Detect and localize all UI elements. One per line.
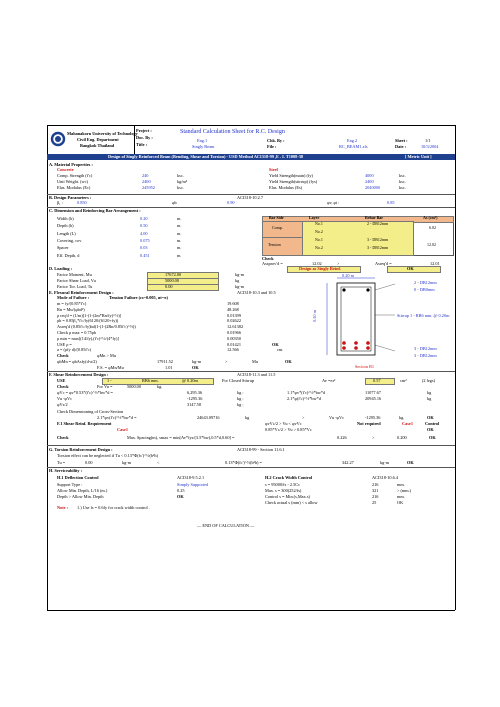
- shear-limit-unit: kg: [427, 390, 432, 395]
- fs-value: 1.01: [165, 365, 173, 370]
- params-ref: ACI318-10.2.7: [237, 195, 264, 200]
- rebar-bar-4: 3 - DB12mm: [367, 245, 389, 250]
- section-g-title: G. Torsion Reinforcement Design :: [49, 447, 113, 452]
- mn-formula: φbMn = φbAsfy(d-a/2): [57, 359, 97, 364]
- dim-cross-section-check: Check Dimensioning of Cross-Section: [57, 409, 124, 414]
- deflection-label: Depth > Allow Min. Depth: [57, 494, 104, 499]
- smax-value: 0.226: [337, 435, 347, 440]
- material-label: Elas. Modulus (Ec): [57, 185, 91, 190]
- flexure-value: 12.61382: [227, 324, 244, 330]
- callout-top-bars-2: 0 - DB0mm: [414, 287, 435, 292]
- section-h-title: H. Serviceability :: [49, 468, 83, 473]
- rebar-head-bar: Rebar Bar: [365, 215, 384, 220]
- shear-check-label: Check: [57, 384, 69, 389]
- shear-req-control: Control: [425, 421, 440, 426]
- shear-value: -1295.36: [187, 396, 203, 401]
- rebar-head-as: As (cm²): [423, 215, 438, 220]
- flexure-value: 12.566: [227, 347, 239, 353]
- university-seal-icon: [50, 131, 66, 147]
- dim-gt: >: [302, 415, 305, 420]
- steel-label-row: Yield Strength(stirrup) (fys): [269, 179, 318, 184]
- dimension-value: 0.20: [140, 216, 148, 221]
- case-label: Case1: [117, 427, 128, 432]
- dim-vs: Vu -φVc: [329, 415, 344, 420]
- check-by-value: Eng.2: [347, 138, 358, 143]
- rebar-bar-1: 2 - DB12mm: [367, 221, 389, 226]
- mn-check-label: Check: [57, 353, 69, 358]
- torsion-rule: Torsion effect can be neglected if Tu < 0.13*Φ(fc')^½(b²h): [57, 453, 158, 458]
- mn-check-cond: φMn > Mu: [97, 353, 116, 358]
- material-value: 240: [142, 173, 149, 178]
- load-unit: kg-m: [235, 284, 245, 289]
- dimension-unit: m.: [177, 237, 182, 243]
- flexure-label: Check ρ max = 0.75ρb: [57, 330, 97, 335]
- mn-mu: Mu: [252, 359, 258, 364]
- concrete-label: Concrete: [57, 167, 74, 172]
- use-label: USE: [57, 378, 66, 383]
- section-e-title: E. Flexural Reinforcement Design :: [49, 290, 114, 295]
- banner-title: Design of Singly Reinforced Beam (Bending, Shear and Torsion) - USD Method ACI318-99 ,E . I. T1008-38: [108, 154, 304, 159]
- header-divider: [134, 125, 135, 154]
- dimension-unit: m.: [177, 216, 182, 221]
- steel-value: 2400: [365, 179, 374, 184]
- rebar-layer-4: No.2: [315, 245, 323, 250]
- shear-req-case: Case1: [402, 421, 413, 426]
- dimension-label: Width (b): [57, 216, 74, 221]
- project-label: Project :: [136, 128, 152, 133]
- shear-value: 3147.58: [187, 402, 201, 407]
- dimension-value: 0.075: [140, 237, 150, 243]
- department-name: Civil Eng. Department: [77, 137, 119, 142]
- crack-value: 25: [372, 500, 377, 505]
- note-text: 1.) Use fs = 0.6fy for crack width control .: [77, 505, 150, 510]
- dimension-value: 0.50: [140, 223, 148, 229]
- av-unit: cm²: [400, 378, 407, 383]
- rebar-layer-1: No.1: [315, 221, 323, 226]
- flexure-label: ρ min = max[(14/fy),(f'c)^½/(4*fy)]: [57, 335, 119, 341]
- dimension-unit: m.: [177, 230, 182, 236]
- tu-limit-unit: kg-m: [380, 460, 390, 465]
- shear-limit-formula: 2.1*φ(f'c)^½*bw*d: [287, 396, 321, 401]
- mn-unit: kg-m: [192, 359, 202, 364]
- section-d-title: D. Loading :: [49, 266, 73, 271]
- dim-unit: kg: [245, 415, 250, 420]
- right-border: [455, 125, 456, 610]
- failure-mode-value: Tension Failure (εs=0.005, αt=π): [109, 295, 168, 300]
- beta1-value: 0.850: [77, 200, 87, 205]
- av-label: Av =πr²: [322, 378, 336, 383]
- dimension-label: Spacer: [57, 245, 69, 251]
- material-value: 245952: [142, 185, 155, 190]
- flexure-label: m = fy/(0.85*f'c): [57, 301, 87, 306]
- rebar-head-layer: Layer: [309, 215, 320, 220]
- av-legs: (2 legs): [422, 378, 436, 383]
- dim-ok: OK: [427, 415, 434, 420]
- material-label: Unit Weight. (wc): [57, 179, 88, 184]
- tu-formula: 0.13*Φ(fc')^½(b²h) =: [225, 460, 262, 465]
- section-c-title: C. Dimension and Reinforcing Bar Arrangement :: [49, 208, 141, 213]
- flexure-unit: cm.: [277, 347, 284, 353]
- design-msg: Design as Singly Reinf.: [299, 266, 342, 271]
- crack-unit: mm.: [397, 494, 405, 499]
- section-b-title: B. Design Parameters :: [49, 195, 92, 200]
- crack-unit: OK: [397, 500, 404, 505]
- h2-title: H.2 Crack Width Control: [265, 475, 313, 480]
- dimension-label: Length (L): [57, 230, 76, 236]
- load-value: 5000.00: [165, 278, 179, 283]
- file-label: File :: [267, 144, 277, 149]
- shear-limit-value: 20945.16: [365, 396, 382, 401]
- dimension-unit: m.: [177, 252, 182, 258]
- c-ok: OK: [407, 266, 414, 271]
- shear-req-compare: φvVc/2 > Vu < φvVc: [265, 421, 302, 426]
- rebar-as-comp: 6.02: [429, 225, 436, 230]
- flexure-value: 0.00350: [227, 335, 241, 341]
- flexure-ref: ACI318-10.3 and 10.5: [237, 290, 276, 295]
- section-width-dim: 0.20 m: [342, 273, 354, 278]
- mn-gt: >: [225, 359, 228, 364]
- mn-value: 17911.52: [157, 359, 173, 364]
- shear-vu-value: 5000.00: [127, 384, 141, 389]
- shear-limit-unit: kg: [427, 396, 432, 401]
- institution-name: Mahanakorn University of Technology: [67, 131, 138, 136]
- crack-unit: mm.: [397, 482, 405, 487]
- steel-label: Steel: [269, 167, 278, 172]
- deflection-value: OK: [177, 494, 184, 499]
- flexure-value: 19.608: [227, 301, 239, 306]
- flexure-label: ρ req'd = (1/m)[1-(1-(2m*Rn/fy)^½)]: [57, 312, 122, 318]
- dimension-label: Covering, cov: [57, 237, 82, 243]
- dim-vs-value: -1295.36: [365, 415, 381, 420]
- sheet-title: Standard Calculation Sheet for R.C. Design: [180, 129, 285, 135]
- dim-formula: 2.1*φv(f'c)^½*bw*d =: [97, 415, 137, 420]
- note-label: Note :: [57, 505, 69, 510]
- fs-formula: F.S. = φMn/Mu: [97, 365, 124, 370]
- material-unit: kg/m³: [177, 179, 188, 184]
- load-label: Factor Tor. Load, Tu: [57, 284, 93, 289]
- deflection-value: Simply Supported: [177, 482, 209, 487]
- dim-vs-unit: kg.: [399, 415, 405, 420]
- section-f-title: F. Shear Reinforcement Design :: [49, 372, 109, 377]
- left-border: [47, 125, 48, 610]
- steel-label-row: Elas. Modulus (Es): [269, 185, 303, 190]
- flexure-label: ρb = 0.85β₁*f'c/fy(6120/(6120+fy)): [57, 318, 119, 324]
- dimension-unit: m.: [177, 223, 182, 229]
- title-label: Title :: [136, 142, 148, 147]
- shear-ref: ACI318-11.3 and 11.5: [237, 372, 276, 377]
- load-value: 0.00: [165, 284, 173, 289]
- rebar-layer-2: No.2: [315, 229, 323, 234]
- material-label: Comp. Strength (f'c): [57, 173, 93, 178]
- as-prov-label: Assprov'd =: [262, 261, 283, 266]
- as-prov-value: 12.02: [312, 261, 322, 266]
- material-unit: ksc.: [177, 185, 184, 190]
- deflection-label: Allow Min. Depth, L/16 (m.): [57, 488, 108, 493]
- crack-label: Check actual s (mm) < s allow: [265, 500, 318, 505]
- flexure-value: 0.02622: [227, 318, 241, 324]
- dimension-value: 0.03: [140, 245, 148, 251]
- dimension-value: 0.451: [140, 252, 150, 258]
- use-bar-count: 1 -: [107, 378, 112, 383]
- flexure-value: 0.01421: [227, 341, 241, 347]
- steel-label-row: Yield Strength(main) (fy): [269, 173, 313, 178]
- mn-ok: OK: [285, 359, 292, 364]
- crack-value: 321: [372, 488, 379, 493]
- tu-value: 0.00: [85, 460, 93, 465]
- phi-b-value: 0.90: [227, 200, 235, 205]
- torsion-ref: ACI318-99 - Section 11.6.1: [237, 447, 285, 452]
- deflection-value: 0.25: [177, 488, 185, 493]
- shear-req-title: F.1 Shear Reinf. Requirement: [57, 421, 112, 426]
- dimension-value: 4.00: [140, 230, 148, 236]
- crack-unit: > (mm.): [397, 488, 412, 493]
- case-ok: OK: [427, 427, 434, 432]
- shear-label: Vu -φVc: [57, 396, 72, 401]
- callout-bottom-bars: 3 - DB12mm: [414, 346, 437, 351]
- flexure-value: 0.01966: [227, 330, 241, 335]
- callout-top-bars: 2 - DB12mm: [414, 280, 437, 285]
- steel-unit: ksc.: [399, 179, 406, 184]
- date-value: 10/3/2004: [421, 144, 439, 149]
- shear-for-vu: For Vu =: [97, 384, 113, 389]
- rule-h: [47, 467, 455, 468]
- shear-value: 6,295.36: [187, 390, 203, 395]
- load-unit: kg-m: [235, 272, 245, 277]
- rebar-tension-label: Tension: [268, 242, 281, 247]
- smax-formula: Max. Spacing(m), smax = min[Av*fys/(3.5*bw),0.5*d,0.60] =: [127, 435, 235, 440]
- material-unit: ksc.: [177, 173, 184, 178]
- case-compare: 0.85*Vc/2 > Vu > 0.85*Vc: [265, 427, 312, 432]
- flexure-label: a = (ρfy d)/(0.85f'c): [57, 347, 91, 353]
- flexure-value: 48.268: [227, 306, 239, 312]
- section-depth-dim: 0.50 m: [312, 310, 317, 322]
- tu-input-box[interactable]: [147, 284, 219, 291]
- dimension-label: Depth (h): [57, 223, 74, 229]
- bottom-rule: [47, 610, 455, 611]
- use-bar-size: RB6 mm.: [142, 378, 159, 383]
- smax-check-label: Check: [57, 435, 69, 440]
- beta1-label: β₁ :: [57, 200, 63, 205]
- crack-value: 216: [372, 494, 379, 499]
- flexure-label: Asreq'd (0.85f'c/fy)bd(1-(1-(2Rn/0.85f'c)^½)): [57, 324, 136, 330]
- av-value: 0.57: [373, 378, 381, 383]
- institution-location: Bangkok Thailand: [80, 143, 115, 148]
- steel-value: 4000: [365, 173, 374, 178]
- flexure-label: Rn = Mu/(φbd²): [57, 306, 85, 312]
- banner-units: [ Metric Unit ]: [405, 154, 432, 159]
- failure-mode-label: Mode of Failure :: [57, 295, 90, 300]
- tu-limit: 342.27: [342, 460, 354, 465]
- as-check-sign: >: [337, 261, 340, 266]
- dimension-label: Eff. Depth, d: [57, 252, 80, 258]
- calculation-sheet: [47, 125, 455, 610]
- smax-s: 0.200: [397, 435, 407, 440]
- shear-limit-formula: 1.1*φv*(f'c)^½*bw*d: [287, 390, 326, 395]
- flexure-label: USE ρ =: [57, 341, 72, 347]
- shear-limit-value: 11077.67: [365, 390, 381, 395]
- phi-b-label: φb: [172, 200, 177, 205]
- end-of-calculation: — END OF CALCULATION —: [197, 523, 255, 528]
- file-value: RC_BEAM1.xls: [339, 144, 368, 149]
- rebar-bar-3: 3 - DB12mm: [367, 237, 389, 242]
- date-label: Date :: [395, 144, 407, 149]
- shear-unit: kg :: [237, 402, 244, 407]
- crack-label: Max. s = 300(252/fs): [265, 488, 302, 493]
- crack-value: 216: [372, 482, 379, 487]
- crack-label: s = 95000/fs - 2.5Cc: [265, 482, 301, 487]
- fs-ok: OK: [192, 365, 199, 370]
- doc-by-value: Eng.1: [197, 138, 208, 143]
- rebar-layer-3: No.1: [315, 237, 323, 242]
- shear-unit: kg :: [237, 396, 244, 401]
- h1-ref: ACI318-9.5.2.1: [177, 475, 205, 480]
- section-caption: Section B1: [355, 364, 374, 369]
- load-value: 17672.00: [165, 272, 182, 277]
- phi-v-value: 0.85: [387, 200, 395, 205]
- smax-ok: OK: [429, 435, 436, 440]
- deflection-label: Support Type :: [57, 482, 83, 487]
- crack-label: Control s = Min.(s,Max.s): [265, 494, 310, 499]
- doc-by-label: Doc. By :: [136, 135, 153, 140]
- check-by-label: Chk. By :: [267, 138, 285, 143]
- phi-v-label: φv, φt :: [327, 200, 340, 205]
- dim-value: 24643.09716: [197, 415, 220, 420]
- title-value: Singly Beam: [192, 144, 215, 149]
- sheet-no-value: 1/1: [425, 138, 431, 143]
- sheet-no-label: Sheet :: [395, 138, 408, 143]
- closed-stirrup-label: For Closed Stirrup: [222, 378, 254, 383]
- load-label: Factor Shear Load, Vu: [57, 278, 96, 283]
- steel-unit: ksc.: [399, 173, 406, 178]
- callout-bottom-bars-2: 3 - DB12mm: [414, 353, 437, 358]
- flexure-value: 0.01399: [227, 312, 241, 318]
- section-a-title: A. Material Properties :: [49, 162, 93, 167]
- shear-req-result: Not required: [357, 421, 381, 426]
- rule-g: [47, 445, 455, 446]
- tu-unit: kg-m: [122, 460, 132, 465]
- flexure-flag: OK: [272, 341, 279, 347]
- material-value: 2400: [142, 179, 151, 184]
- c-check-label: Check: [262, 256, 274, 261]
- shear-label: φVs/2: [57, 402, 68, 407]
- dimension-unit: m.: [177, 245, 182, 251]
- tu-ok: OK: [407, 460, 414, 465]
- tu-cmp: <: [157, 460, 160, 465]
- rebar-comp-label: Comp.: [272, 225, 283, 230]
- load-unit: kg: [235, 278, 240, 283]
- shear-unit: kg :: [237, 390, 244, 395]
- shear-vu-unit: kg.: [157, 384, 163, 389]
- callout-stirrup: Stirrup 1 - RB6 mm. @ 0.20m: [397, 313, 450, 318]
- as-req-label: Asreq'd =: [375, 261, 392, 266]
- steel-unit: ksc.: [399, 185, 406, 190]
- rebar-as-tension: 12.02: [427, 242, 436, 247]
- banner: [47, 154, 455, 160]
- use-spacing: @ 0.20m: [182, 378, 198, 383]
- shear-label: φVc = φv*0.53*(f'c)^½*bw*d =: [57, 390, 113, 395]
- rebar-head-side: Bar Side: [269, 215, 284, 220]
- as-req-value: 12.01: [430, 261, 440, 266]
- tu-label: Tu =: [57, 460, 66, 465]
- h1-title: H.1 Deflection Control: [57, 475, 99, 480]
- h2-ref: ACI318-10.6.4: [372, 475, 399, 480]
- smax-gt: >: [372, 435, 375, 440]
- steel-value: 2040000: [365, 185, 381, 190]
- c-ok-box: [387, 266, 441, 273]
- load-label: Factor Moment, Mu: [57, 272, 92, 277]
- header-top-rule: [47, 125, 455, 126]
